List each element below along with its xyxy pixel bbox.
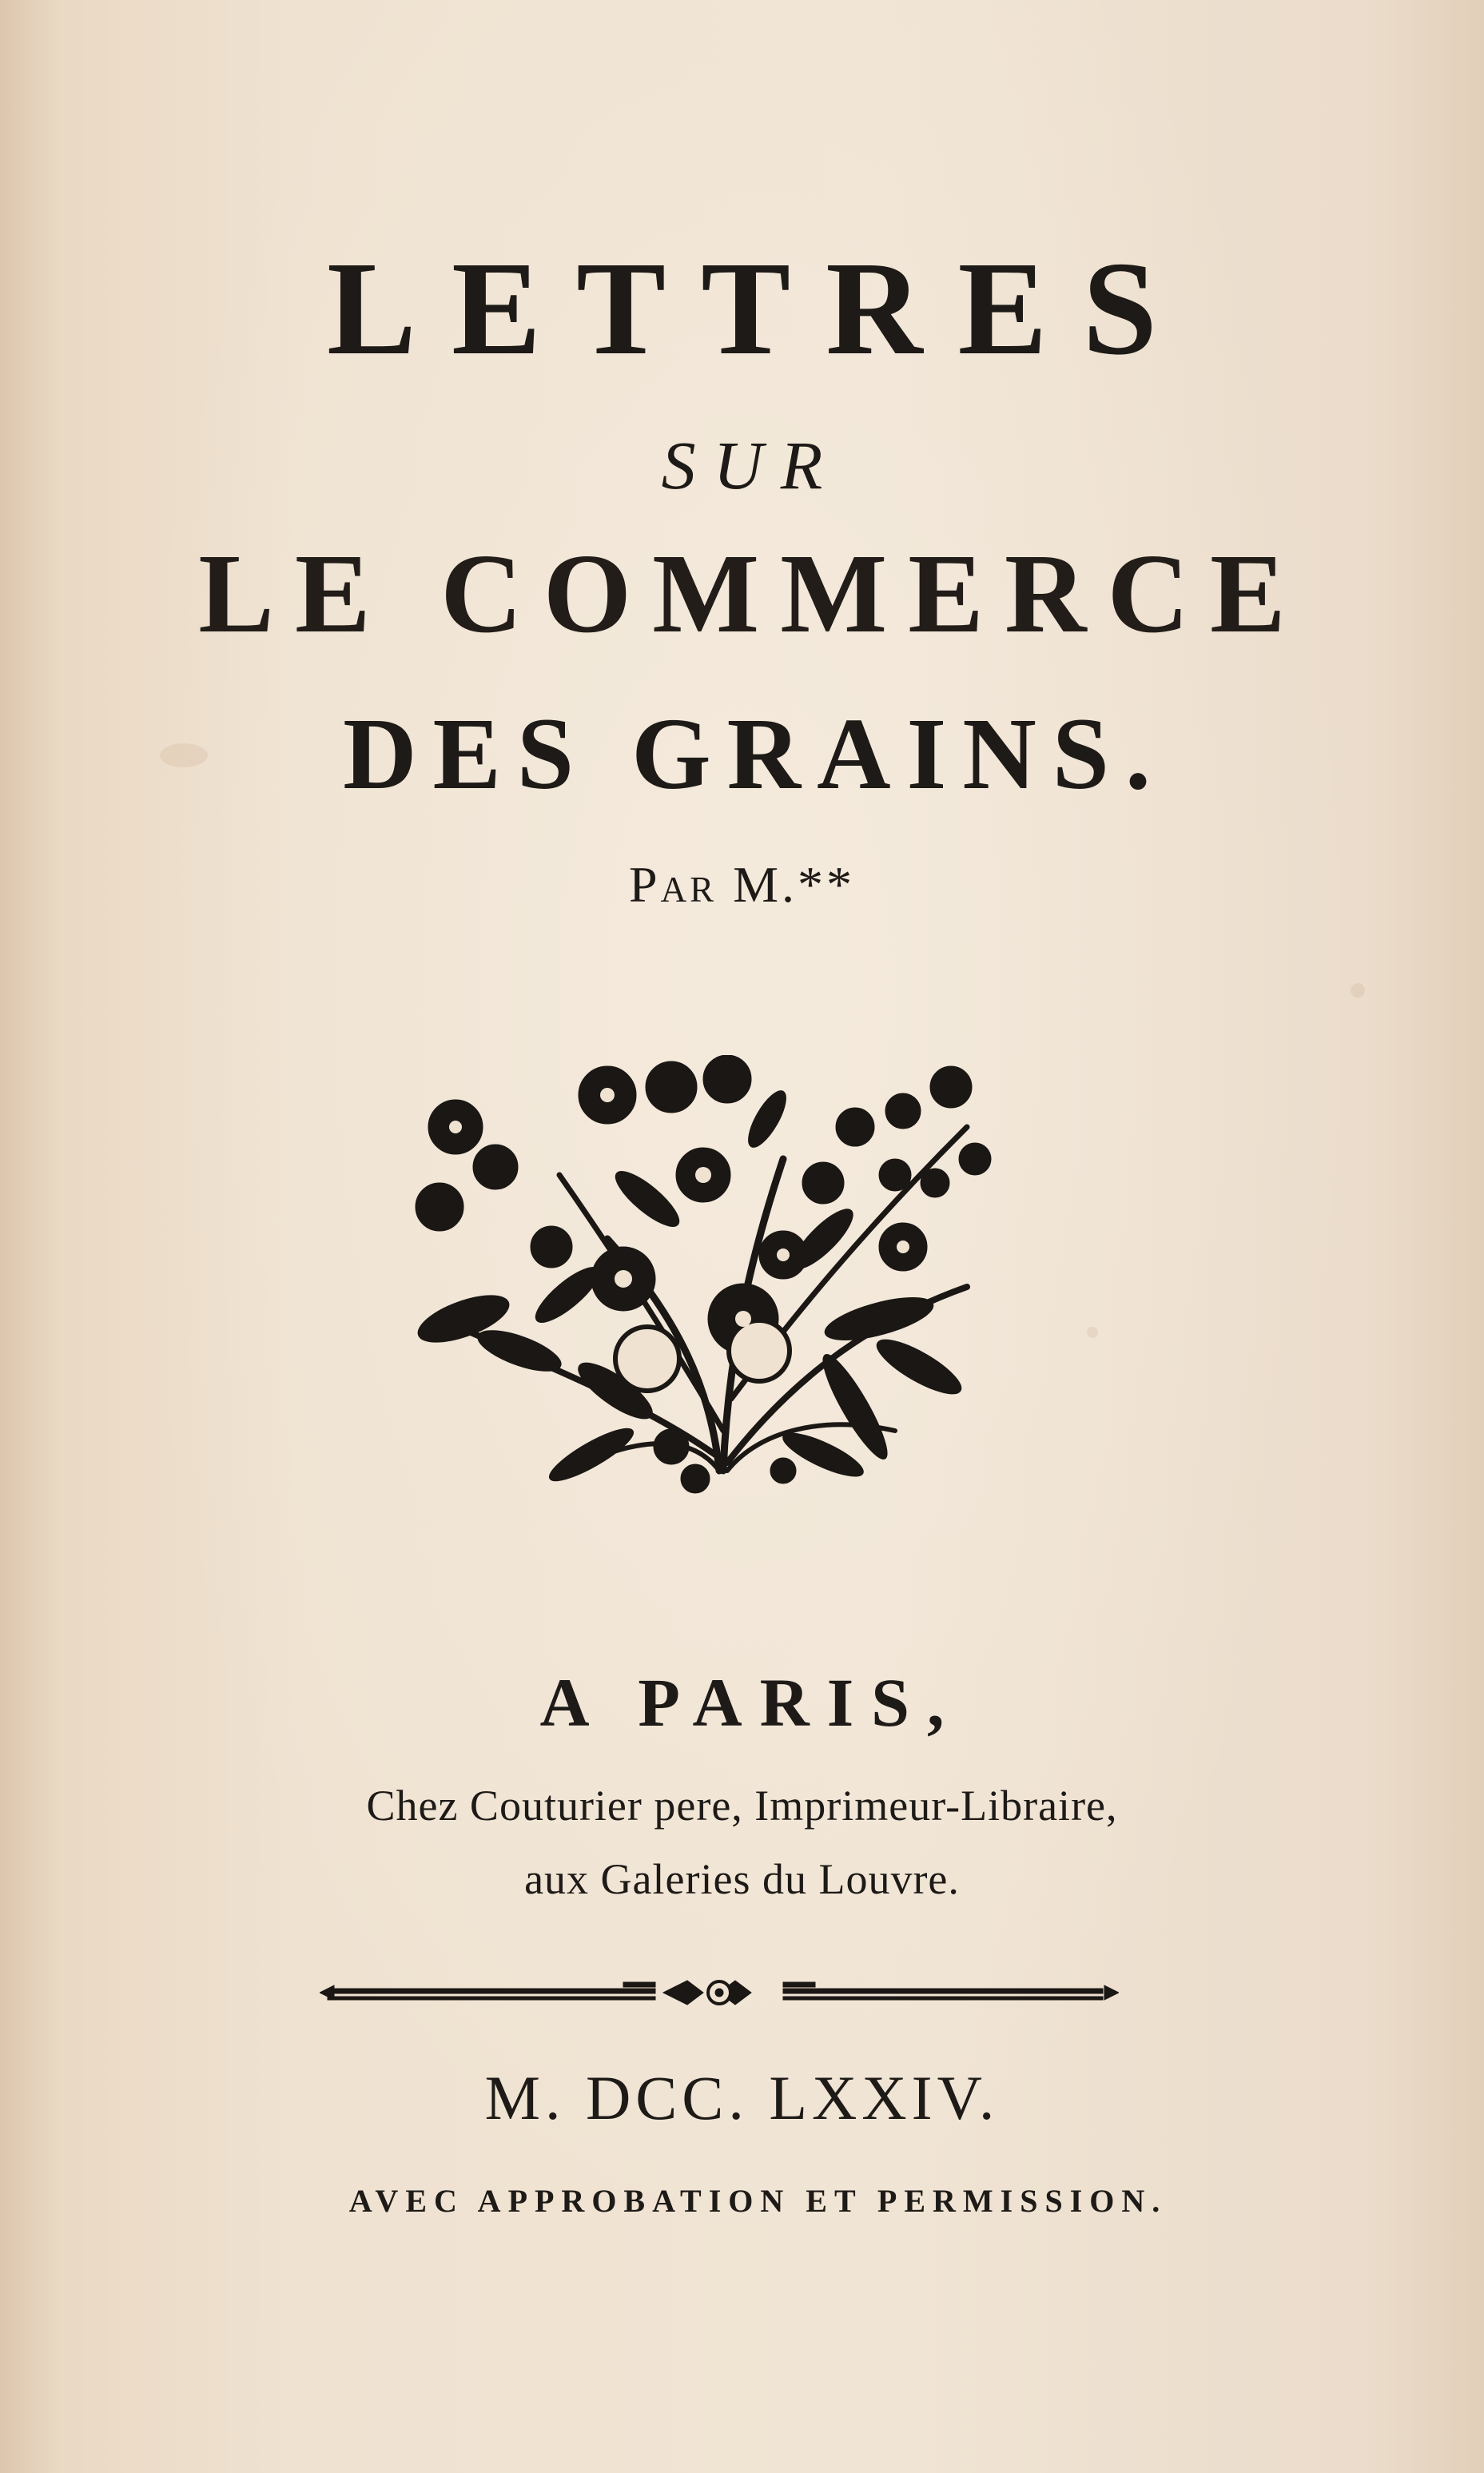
paper-stain (1351, 983, 1365, 998)
author-line: Par M.** (628, 856, 855, 913)
paper-stain (1087, 1327, 1098, 1338)
title-line-lettres: LETTRES (326, 234, 1193, 383)
title-line-des-grains: DES GRAINS. (343, 697, 1167, 810)
ornamental-rule-icon (320, 1973, 1119, 2013)
approbation-line: AVEC APPROBATION ET PERMISSION. (348, 2183, 1168, 2219)
publication-date: M. DCC. LXXIV. (484, 2063, 1000, 2133)
imprint-printer: Chez Couturier pere, Imprimeur-Libraire, (366, 1782, 1118, 1830)
imprint-city: A PARIS, (539, 1664, 962, 1741)
title-line-sur: SUR (661, 427, 841, 504)
imprint-address: aux Galeries du Louvre. (524, 1855, 960, 1903)
floral-bouquet-woodcut-icon (408, 1055, 1031, 1503)
title-line-le-commerce: LE COMMERCE (198, 530, 1307, 656)
